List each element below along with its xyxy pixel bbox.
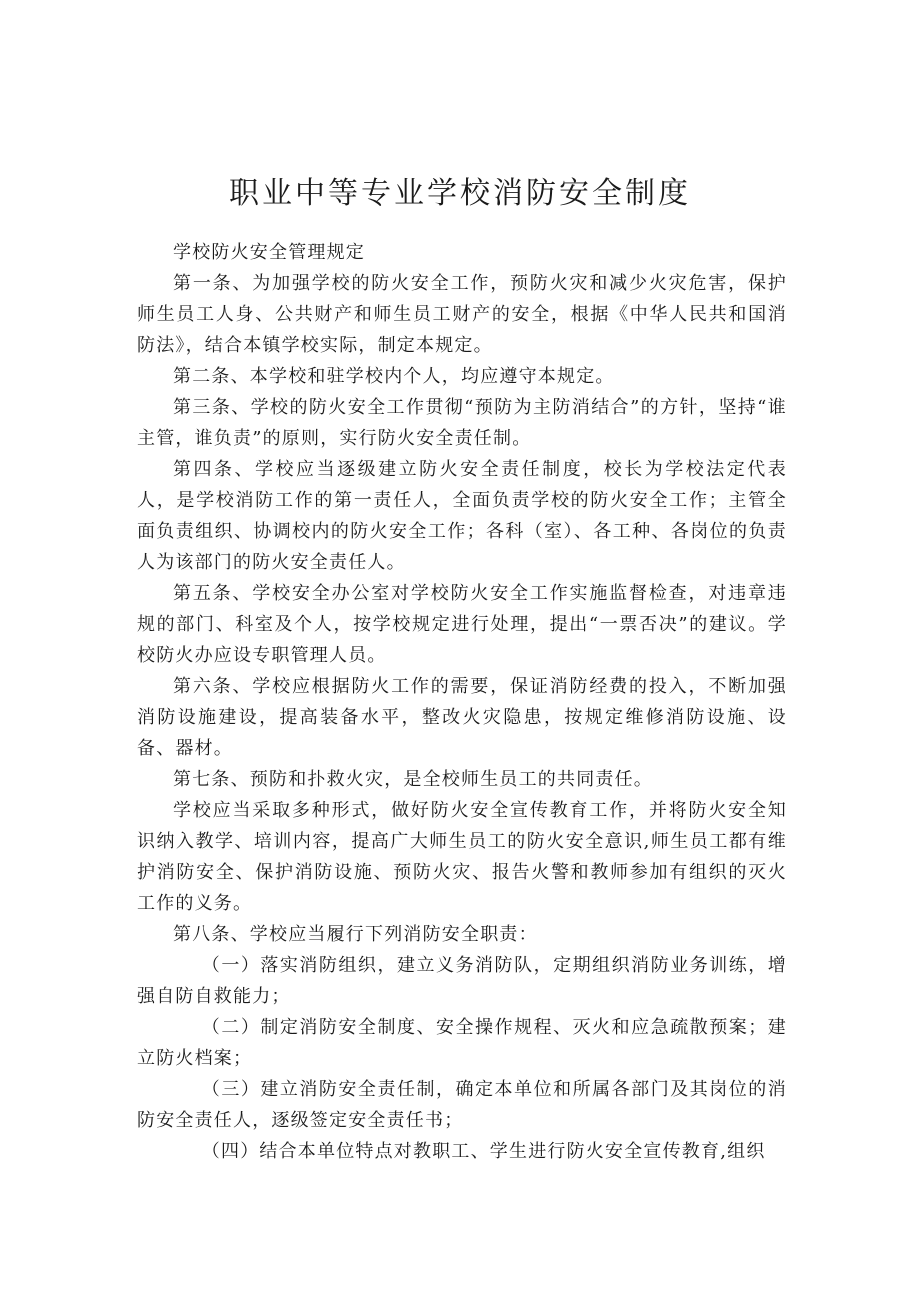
article-2: 第二条、本学校和驻学校内个人，均应遵守本规定。 (173, 366, 615, 387)
article-8-item-1: （一）落实消防组织，建立义务消防队，定期组织消防业务训练，增强自防自救能力； (137, 955, 787, 1007)
article-8-item-4: （四）结合本单位特点对教职工、学生进行防火安全宣传教育,组织 (201, 1141, 766, 1162)
article-6: 第六条、学校应根据防火工作的需要，保证消防经费的投入，不断加强消防设施建设，提高装备水平，整改火灾隐患，按规定维修消防设施、设备、器材。 (137, 676, 787, 759)
article-8: 第八条、学校应当履行下列消防安全职责： (173, 924, 538, 945)
article-4: 第四条、学校应当逐级建立防火安全责任制度，校长为学校法定代表人，是学校消防工作的第一责任人，全面负责学校的防火安全工作；主管全面负责组织、协调校内的防火安全工作；各科（室）、各工种、各岗位的负责人为该部门的防火安全责任人。 (137, 459, 787, 573)
document-title: 职业中等专业学校消防安全制度 (229, 176, 691, 211)
article-5: 第五条、学校安全办公室对学校防火安全工作实施监督检查，对违章违规的部门、科室及个人，按学校规定进行处理，提出“一票否决”的建议。学校防火办应设专职管理人员。 (137, 583, 787, 666)
article-7-detail: 学校应当采取多种形式，做好防火安全宣传教育工作，并将防火安全知识纳入教学、培训内容，提高广大师生员工的防火安全意识,师生员工都有维护消防安全、保护消防设施、预防火灾、报告火警和教师参加有组织的灭火工作的义务。 (137, 800, 787, 914)
article-8-item-2: （二）制定消防安全制度、安全操作规程、灭火和应急疏散预案；建立防火档案； (137, 1017, 787, 1069)
section-heading: 学校防火安全管理规定 (173, 242, 365, 263)
article-7: 第七条、预防和扑救火灾，是全校师生员工的共同责任。 (173, 769, 653, 790)
article-3: 第三条、学校的防火安全工作贯彻“预防为主防消结合”的方针，坚持“谁主管，谁负责”的原则，实行防火安全责任制。 (137, 397, 787, 449)
article-8-item-3: （三）建立消防安全责任制，确定本单位和所属各部门及其岗位的消防安全责任人，逐级签定安全责任书； (137, 1079, 787, 1131)
article-1: 第一条、为加强学校的防火安全工作，预防火灾和减少火灾危害，保护师生员工人身、公共财产和师生员工财产的安全，根据《中华人民共和国消防法》，结合本镇学校实际，制定本规定。 (137, 273, 787, 356)
document-body (137, 237, 787, 1167)
